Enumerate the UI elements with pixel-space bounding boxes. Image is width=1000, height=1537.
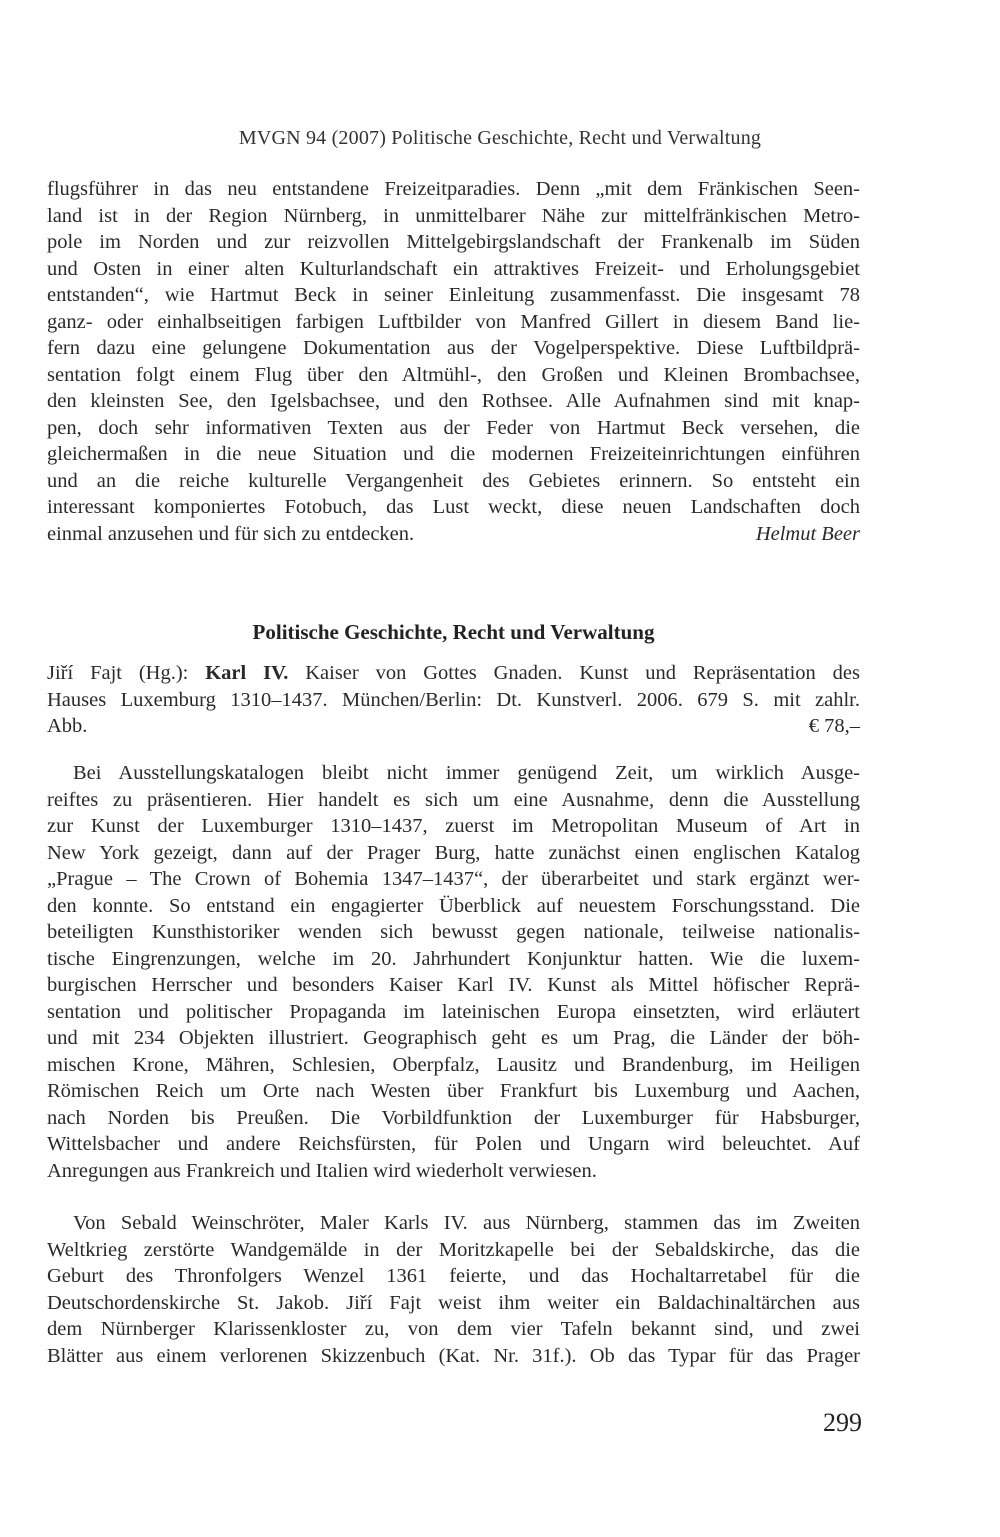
text-line: Anregungen aus Frankreich und Italien wird wiederholt verwiesen.	[47, 1159, 597, 1182]
text-line: mischen Krone, Mähren, Schlesien, Oberpfalz, Lausitz und Brandenburg, im Heiligen	[47, 1053, 860, 1076]
text-line: fern dazu eine gelungene Dokumentation aus der Vogelperspektive. Diese Luftbildprä-	[47, 337, 860, 359]
text-line: Geburt des Thronfolgers Wenzel 1361 feierte, und das Hochaltarretabel für die	[47, 1265, 860, 1287]
review1-text	[47, 176, 860, 547]
citation-title: Karl IV.	[205, 662, 289, 684]
reviewer-signature: Helmut Beer	[755, 522, 860, 545]
text-line: Blätter aus einem verlorenen Skizzenbuch (Kat. Nr. 31f.). Ob das Typar für das Prager	[47, 1344, 860, 1367]
text-line: gleichermaßen in die neue Situation und die modernen Freizeiteinrichtungen einführen	[47, 443, 860, 465]
text-line: und an die reiche kulturelle Vergangenheit des Gebietes erinnern. So entsteht ein	[47, 469, 860, 492]
citation-line	[47, 660, 860, 687]
running-header: MVGN 94 (2007) Politische Geschichte, Recht und Verwaltung	[238, 127, 762, 149]
book-citation	[47, 660, 860, 740]
text-line: und mit 234 Objekten illustriert. Geographisch geht es um Prag, die Länder der böh-	[47, 1027, 860, 1049]
book-price: € 78,–	[808, 715, 860, 737]
text-line: nach Norden bis Preußen. Die Vorbildfunktion der Luxemburger für Habsburger,	[47, 1106, 860, 1129]
text-line: Bei Ausstellungskatalogen bleibt nicht immer genügend Zeit, um wirklich Ausge-	[73, 762, 860, 784]
citation-line: Abb.	[47, 715, 88, 737]
text-line: burgischen Herrscher und besonders Kaiser Karl IV. Kunst als Mittel höfischer Reprä-	[47, 974, 860, 996]
text-line: Weltkrieg zerstörte Wandgemälde in der Moritzkapelle bei der Sebaldskirche, das die	[47, 1238, 860, 1261]
text-line: land ist in der Region Nürnberg, in unmittelbarer Nähe zur mittelfränkischen Metro-	[47, 204, 860, 227]
text-line: pen, doch sehr informativen Texten aus der Feder von Hartmut Beck versehen, die	[47, 416, 860, 439]
citation-line-with-price	[47, 713, 860, 740]
text-line: einmal anzusehen und für sich zu entdecken.	[47, 522, 415, 545]
text-line: sentation folgt einem Flug über den Altmühl-, den Großen und Kleinen Brombachsee,	[47, 363, 860, 386]
text-line: tische Eingrenzungen, welche im 20. Jahrhundert Konjunktur hatten. Wie die luxem-	[47, 947, 860, 970]
text-line: reiftes zu präsentieren. Hier handelt es sich um eine Ausnahme, denn die Ausstellung	[47, 788, 860, 811]
text-line: sentation und politischer Propaganda im lateinischen Europa einsetzten, wird erläutert	[47, 1000, 860, 1023]
section-heading: Politische Geschichte, Recht und Verwaltung	[252, 620, 655, 644]
text-line: dem Nürnberger Klarissenkloster zu, von dem vier Tafeln bekannt sind, und zwei	[47, 1318, 860, 1340]
text-line: Von Sebald Weinschröter, Maler Karls IV. aus Nürnberg, stammen das im Zweiten	[73, 1212, 860, 1234]
text-line: interessant komponiertes Fotobuch, das Lust weckt, diese neuen Landschaften doch	[47, 496, 860, 518]
text-line: zur Kunst der Luxemburger 1310–1437, zuerst im Metropolitan Museum of Art in	[47, 815, 860, 837]
text-line: Deutschordenskirche St. Jakob. Jiří Fajt weist ihm weiter ein Baldachinaltärchen aus	[47, 1291, 860, 1314]
citation-author: Jiří Fajt (Hg.):	[47, 662, 206, 684]
review2-paragraph1	[47, 760, 860, 1184]
page-number: 299	[823, 1408, 862, 1437]
citation-subtitle: Kaiser von Gottes Gnaden. Kunst und Repräsentation des	[288, 662, 860, 684]
review2-paragraph2	[47, 1210, 860, 1369]
text-line: „Prague – The Crown of Bohemia 1347–1437“, der überarbeitet und stark ergänzt wer-	[47, 868, 860, 890]
text-line: den kleinsten See, den Igelsbachsee, und den Rothsee. Alle Aufnahmen sind mit knap-	[47, 390, 860, 412]
text-line: pole im Norden und zur reizvollen Mittelgebirgslandschaft der Frankenalb im Süden	[47, 231, 860, 253]
text-line-with-signature	[47, 521, 860, 548]
text-line: den konnte. So entstand ein engagierter Überblick auf neuestem Forschungsstand. Die	[47, 894, 860, 917]
text-line: ganz- oder einhalbseitigen farbigen Luftbilder von Manfred Gillert in diesem Band lie-	[47, 310, 860, 333]
text-line: New York gezeigt, dann auf der Prager Burg, hatte zunächst einen englischen Katalog	[47, 841, 860, 864]
text-line: Römischen Reich um Orte nach Westen über Frankfurt bis Luxemburg und Aachen,	[47, 1080, 860, 1102]
text-line: entstanden“, wie Hartmut Beck in seiner Einleitung zusammenfasst. Die insgesamt 78	[47, 284, 860, 306]
text-line: und Osten in einer alten Kulturlandschaft ein attraktives Freizeit- und Erholungsgebiet	[47, 257, 860, 280]
citation-line: Hauses Luxemburg 1310–1437. München/Berlin: Dt. Kunstverl. 2006. 679 S. mit zahlr.	[47, 688, 860, 711]
text-line: Wittelsbacher und andere Reichsfürsten, für Polen und Ungarn wird beleuchtet. Auf	[47, 1133, 860, 1155]
text-line: flugsführer in das neu entstandene Freizeitparadies. Denn „mit dem Fränkischen Seen-	[47, 178, 860, 200]
text-line: beteiligten Kunsthistoriker wenden sich bewusst gegen nationale, teilweise nationalis-	[47, 921, 860, 943]
